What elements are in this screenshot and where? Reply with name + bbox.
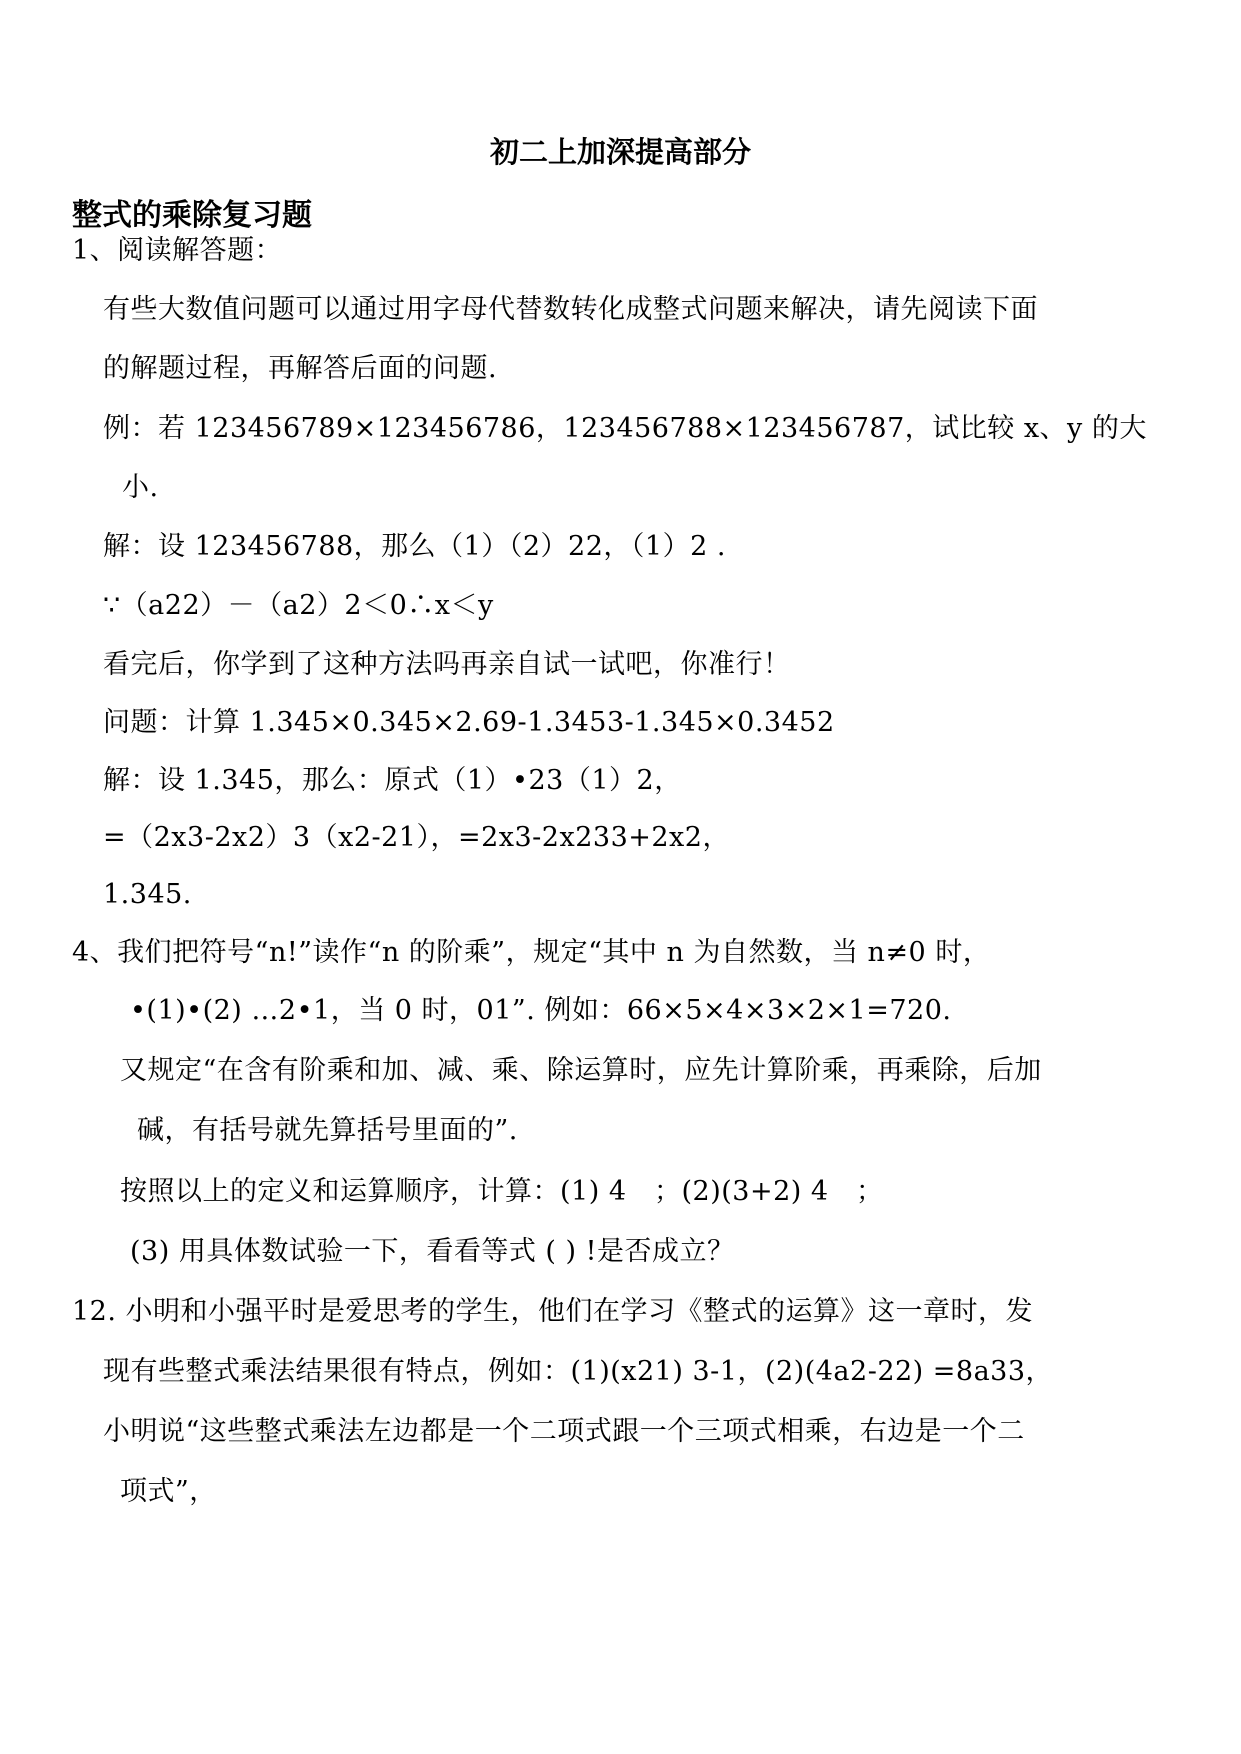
problem-12-heading: 12. 小明和小强平时是爱思考的学生，他们在学习《整式的运算》这一章时，发: [72, 1296, 1034, 1327]
problem-4-heading: 4、我们把符号“n!”读作“n 的阶乘”，规定“其中 n 为自然数，当 n≠0 时，: [72, 937, 991, 968]
definition-line: •(1)•(2) …2•1，当 0 时，01”. 例如：66×5×4×3×2×1=720.: [130, 995, 952, 1026]
document-title: 初二上加深提高部分: [489, 135, 751, 169]
text-line: 的解题过程，再解答后面的问题.: [103, 353, 498, 384]
problem-1-heading: 1、阅读解答题：: [72, 235, 283, 266]
text-line: 项式”，: [120, 1476, 217, 1507]
question-line: 按照以上的定义和运算顺序，计算：(1) 4 ；(2)(3+2) 4 ；: [120, 1176, 884, 1207]
solution-line: 解：设 123456788，那么（1）（2）22，（1）2 .: [103, 531, 726, 562]
solution-line: ∵（a22）－（a2）2＜0∴x＜y: [103, 590, 494, 621]
text-line: 现有些整式乘法结果很有特点，例如：(1)(x21) 3-1，(2)(4a2-22) =8a33，: [103, 1356, 1054, 1387]
example-line: 例：若 123456789×123456786，123456788×123456787，试比较 x、y 的大: [103, 413, 1147, 444]
example-line: 小.: [122, 472, 159, 503]
definition-line: 碱，有括号就先算括号里面的”.: [137, 1115, 518, 1146]
text-line: 看完后，你学到了这种方法吗再亲自试一试吧，你准行！: [103, 649, 791, 680]
question-line: 问题：计算 1.345×0.345×2.69-1.3453-1.345×0.3452: [103, 707, 835, 738]
solution-line: 解：设 1.345，那么：原式（1）•23（1）2，: [103, 765, 682, 796]
question-line: (3) 用具体数试验一下，看看等式 ( ) !是否成立？: [130, 1236, 735, 1267]
solution-line: =（2x3-2x2）3（x2-21），=2x3-2x233+2x2，: [103, 822, 730, 853]
text-line: 小明说“这些整式乘法左边都是一个二项式跟一个三项式相乘，右边是一个二: [103, 1416, 1025, 1447]
definition-line: 又规定“在含有阶乘和加、减、乘、除运算时，应先计算阶乘，再乘除，后加: [120, 1055, 1042, 1086]
text-line: 有些大数值问题可以通过用字母代替数转化成整式问题来解决，请先阅读下面: [103, 294, 1038, 325]
solution-line: 1.345.: [103, 879, 192, 910]
section-heading: 整式的乘除复习题: [72, 198, 312, 233]
